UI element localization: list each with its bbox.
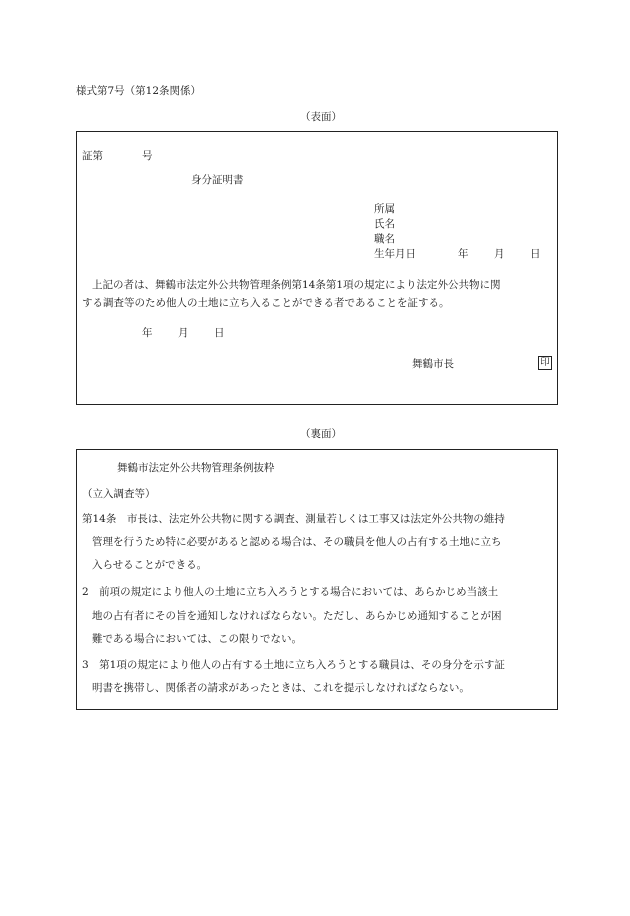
front-side-label: （表面） bbox=[300, 111, 342, 123]
back-side-label: （裏面） bbox=[300, 428, 342, 440]
field-name: 氏名 bbox=[374, 218, 395, 230]
issue-date-month: 月 bbox=[178, 327, 189, 339]
paragraph-3-line-1: 3 第1項の規定により他人の占有する土地に立ち入ろうとする職員は、その身分を示す証 bbox=[82, 659, 505, 671]
statement-line-2: する調査等のため他人の土地に立ち入ることができる者であることを証する。 bbox=[82, 297, 450, 309]
article-14-line-2: 管理を行うため特に必要があると認める場合は、その職員を他人の占有する土地に立ち bbox=[92, 536, 502, 548]
excerpt-title: 舞鶴市法定外公共物管理条例抜粋 bbox=[117, 462, 275, 474]
field-position: 職名 bbox=[374, 233, 395, 245]
front-certificate-box bbox=[76, 131, 558, 405]
issuer-name: 舞鶴市長 bbox=[412, 358, 454, 370]
paragraph-2-line-3: 難である場合においては、この限りでない。 bbox=[92, 633, 302, 645]
section-heading: （立入調査等） bbox=[82, 488, 156, 500]
paragraph-2-line-1: 2 前項の規定により他人の土地に立ち入ろうとする場合においては、あらかじめ当該土 bbox=[82, 586, 499, 598]
article-14-line-1: 第14条 市長は、法定外公共物に関する調査、測量若しくは工事又は法定外公共物の維持 bbox=[82, 513, 505, 525]
paragraph-2-line-2: 地の占有者にその旨を通知しなければならない。ただし、あらかじめ通知することが困 bbox=[92, 610, 502, 622]
certificate-number-prefix: 証第 bbox=[82, 150, 103, 162]
birthdate-month: 月 bbox=[494, 248, 505, 260]
issue-date-year: 年 bbox=[142, 327, 153, 339]
seal-stamp-box bbox=[538, 356, 552, 370]
issue-date-day: 日 bbox=[214, 327, 225, 339]
field-affiliation: 所属 bbox=[374, 203, 395, 215]
form-number-header: 様式第7号（第12条関係） bbox=[76, 85, 202, 97]
article-14-line-3: 入らせることができる。 bbox=[92, 559, 208, 571]
birthdate-day: 日 bbox=[530, 248, 541, 260]
certificate-number-suffix: 号 bbox=[142, 150, 153, 162]
certificate-title: 身分証明書 bbox=[191, 174, 244, 186]
statement-line-1: 上記の者は、舞鶴市法定外公共物管理条例第14条第1項の規定により法定外公共物に関 bbox=[92, 279, 501, 291]
paragraph-3-line-2: 明書を携帯し、関係者の請求があったときは、これを提示しなければならない。 bbox=[92, 682, 470, 694]
seal-mark: 印 bbox=[540, 357, 550, 369]
field-birthdate: 生年月日 bbox=[374, 248, 416, 260]
birthdate-year: 年 bbox=[458, 248, 469, 260]
